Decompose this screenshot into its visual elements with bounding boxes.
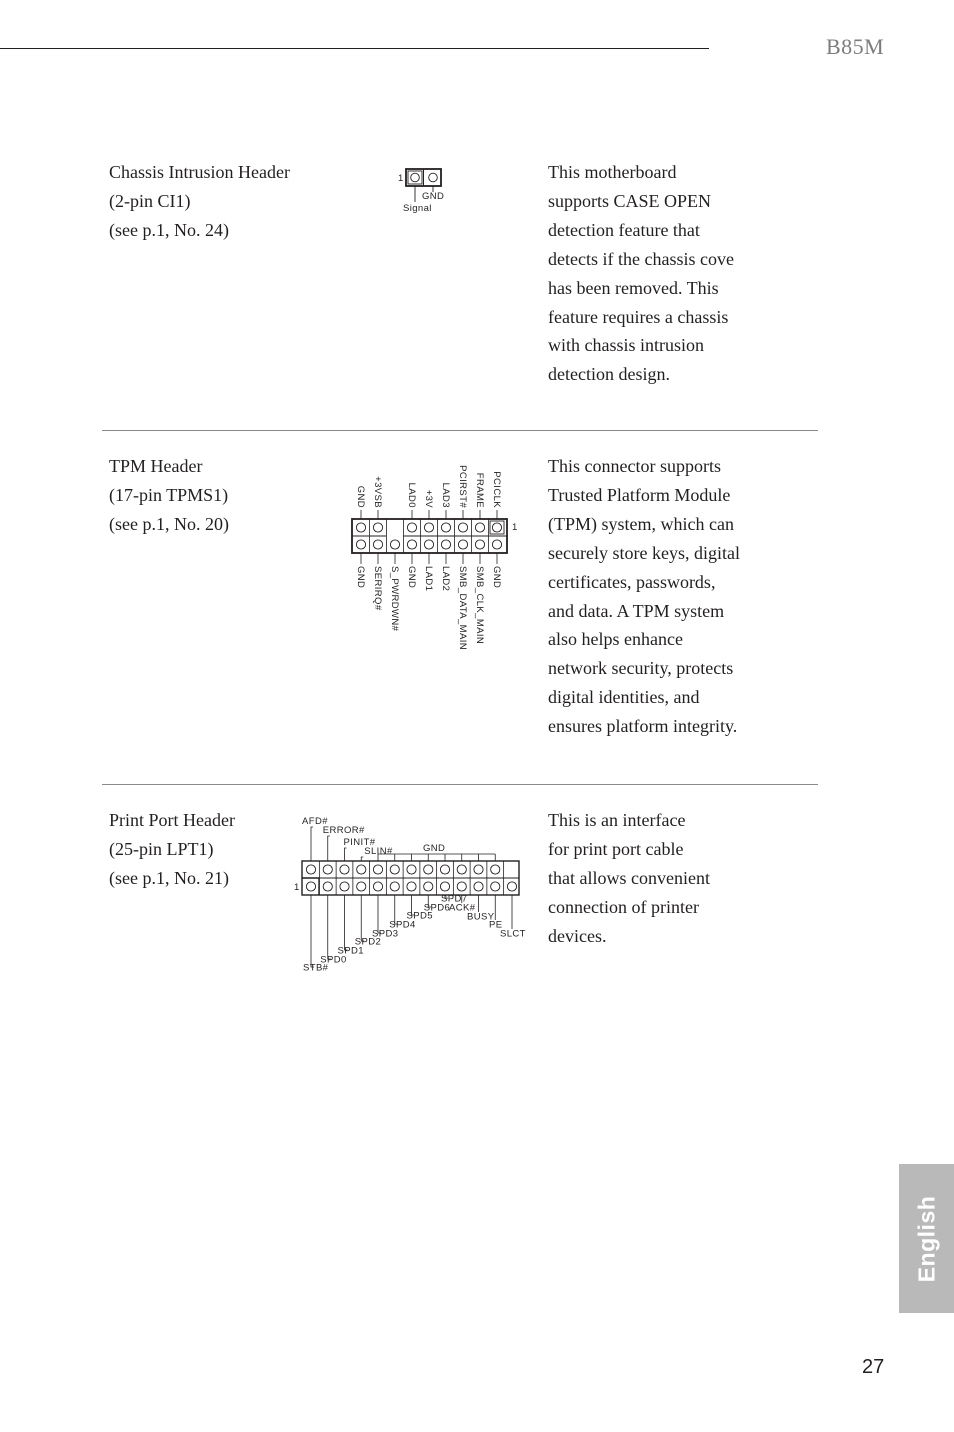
pin: [491, 865, 500, 874]
signal-label: Signal: [403, 203, 432, 214]
pin: [407, 523, 416, 532]
pin: [407, 882, 416, 891]
pin: [491, 882, 500, 891]
desc-line: detection design.: [548, 364, 670, 385]
pin-label: SPD5: [406, 910, 433, 922]
desc-line: Trusted Platform Module: [548, 484, 731, 505]
pin: [507, 882, 516, 891]
desc-line: devices.: [548, 925, 607, 946]
pin-label: LAD3: [440, 482, 451, 508]
desc-line: for print port cable: [548, 838, 684, 859]
gnd-label: GND: [422, 191, 445, 202]
tpm-pin-diagram: [350, 460, 525, 666]
language-tab-label: English: [913, 1195, 939, 1282]
pin: [323, 882, 332, 891]
pin: [306, 865, 315, 874]
desc-line: has been removed. This: [548, 277, 719, 298]
pin: [458, 523, 467, 532]
pin-label: PCIRST#: [457, 465, 468, 508]
pin: [424, 540, 433, 549]
pin-label: LAD0: [406, 482, 417, 508]
desc-line: securely store keys, digital: [548, 542, 740, 563]
desc-line: This connector supports: [548, 456, 721, 476]
pin-label: S_PWRDWN#: [389, 566, 400, 632]
pin-label: GND: [355, 566, 366, 589]
desc-line: network security, protects: [548, 658, 734, 679]
chassis-intrusion-title: [109, 158, 290, 245]
pin-label: SPD0: [320, 954, 347, 966]
title-line: (see p.1, No. 20): [109, 514, 229, 534]
pin1-label: 1: [512, 522, 518, 533]
desc-line: that allows convenient: [548, 867, 710, 888]
pin-label: GND: [406, 566, 417, 589]
pin: [390, 540, 399, 549]
section-divider: [102, 784, 818, 785]
header-rule: [0, 48, 709, 49]
pin-label: GND: [491, 566, 502, 589]
print-port-description: [548, 806, 788, 951]
pin-label: PE: [489, 919, 503, 931]
pin-label: SMB_DATA_MAIN: [457, 566, 468, 651]
desc-line: This motherboard: [548, 162, 677, 182]
pin: [373, 882, 382, 891]
desc-line: certificates, passwords,: [548, 571, 716, 592]
pin-label: +3VSB: [372, 476, 383, 508]
desc-line: (TPM) system, which can: [548, 513, 734, 534]
pin: [357, 865, 366, 874]
desc-line: detection feature that: [548, 219, 700, 240]
pin-label: ACK#: [449, 902, 476, 914]
pin-label: SPD4: [389, 919, 416, 931]
pin: [390, 882, 399, 891]
pin-label: LAD2: [440, 566, 451, 592]
title-line: (17-pin TPMS1): [109, 485, 229, 505]
pin: [474, 865, 483, 874]
pin: [424, 865, 433, 874]
pin: [306, 882, 315, 891]
pin-label: SPD3: [372, 928, 399, 940]
print-port-title: [109, 806, 235, 893]
desc-line: connection of printer: [548, 896, 699, 917]
pin: [424, 523, 433, 532]
pin-label: BUSY: [467, 911, 495, 923]
pin-label: GND: [423, 843, 446, 854]
title-line: (see p.1, No. 21): [109, 868, 229, 888]
pin: [440, 865, 449, 874]
pin: [340, 882, 349, 891]
pin: [457, 882, 466, 891]
pin-label: ERROR#: [322, 825, 365, 836]
desc-line: digital identities, and: [548, 687, 700, 708]
pin: [492, 523, 501, 532]
pin-label: PCICLK: [491, 471, 502, 508]
title-line: Print Port Header: [109, 810, 235, 830]
pin: [407, 865, 416, 874]
tpm-description: [548, 452, 788, 741]
pin-label: SLIN#: [364, 846, 393, 857]
pin-label: GND: [355, 485, 366, 508]
desc-line: This is an interface: [548, 810, 686, 830]
pin: [357, 882, 366, 891]
pin-label: AFD#: [302, 816, 328, 827]
desc-line: feature requires a chassis: [548, 306, 729, 327]
pin-label: SLCT: [500, 928, 526, 940]
pin-label: SPD7: [441, 893, 468, 905]
pin-label: SMB_CLK_MAIN: [474, 566, 485, 645]
pin-label: SPD2: [354, 936, 382, 948]
pin: [323, 865, 332, 874]
pin-label: PINIT#: [343, 837, 376, 848]
pin-label: +3V: [423, 489, 434, 508]
page-number: 27: [862, 1356, 885, 1378]
pin-label: FRAME: [474, 472, 485, 508]
pin: [424, 882, 433, 891]
pin: [373, 523, 382, 532]
title-line: (2-pin CI1): [109, 191, 191, 211]
pin: [390, 865, 399, 874]
desc-line: detects if the chassis cove: [548, 248, 734, 269]
desc-line: and data. A TPM system: [548, 600, 725, 621]
pin: [474, 882, 483, 891]
desc-line: ensures platform integrity.: [548, 716, 738, 737]
model-name: B85M: [826, 34, 885, 59]
title-line: TPM Header: [109, 456, 203, 476]
pin: [356, 540, 365, 549]
tpm-title: [109, 452, 229, 539]
pin: [356, 523, 365, 532]
title-line: Chassis Intrusion Header: [109, 162, 290, 182]
title-line: (25-pin LPT1): [109, 839, 214, 859]
pin-label: SPD6: [423, 902, 451, 914]
pin: [440, 882, 449, 891]
pin: [475, 540, 484, 549]
pin1-label: 1: [398, 173, 404, 184]
pin-label: STB#: [303, 962, 329, 974]
pin: [492, 540, 501, 549]
section-divider: [102, 430, 818, 431]
pin1-label: 1: [294, 882, 300, 893]
pin: [373, 540, 382, 549]
pin: [441, 540, 450, 549]
lpt-pin-diagram: [292, 812, 532, 978]
pin: [373, 865, 382, 874]
pin-label: SPD1: [337, 945, 364, 957]
language-tab: [899, 1164, 954, 1313]
pin: [475, 523, 484, 532]
pin-label: SERIRQ#: [372, 566, 383, 611]
desc-line: supports CASE OPEN: [548, 190, 712, 211]
pin: [458, 540, 467, 549]
ci1-pin-diagram: [396, 164, 456, 216]
pin-label: LAD1: [423, 566, 434, 592]
desc-line: also helps enhance: [548, 629, 683, 650]
desc-line: with chassis intrusion: [548, 335, 704, 356]
chassis-intrusion-description: [548, 158, 788, 389]
title-line: (see p.1, No. 24): [109, 220, 229, 240]
pin: [457, 865, 466, 874]
pin: [340, 865, 349, 874]
pin: [407, 540, 416, 549]
pin: [441, 523, 450, 532]
